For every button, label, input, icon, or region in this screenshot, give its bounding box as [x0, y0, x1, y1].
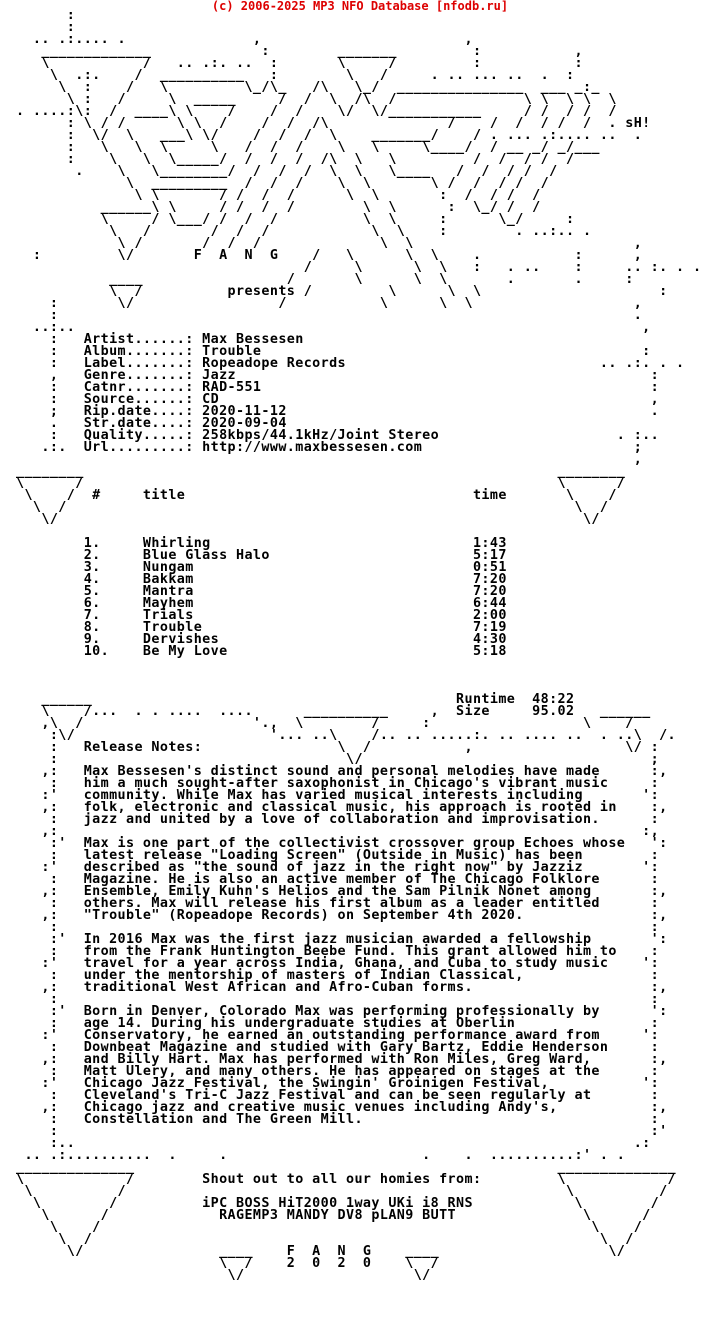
nfo-line: : — [16, 20, 76, 35]
nfo-line: . ....:\: / ____\ \ / / / \/ \/___________ / / / / / — [16, 104, 617, 119]
nfo-line: : :' — [16, 1124, 668, 1139]
nfo-line: ,: folk, electronic and classical music, his approach is rooted in :, — [16, 800, 668, 815]
nfo-line: :' travel for a year across India, Ghana, and Cuba to study music ': — [16, 956, 660, 971]
nfo-line: : \/ F A N G / \ \ \ . : , — [16, 248, 643, 263]
nfo-line: \ / \ / — [16, 1220, 643, 1235]
nfo-line: 5. Mantra 7:20 — [16, 584, 507, 599]
nfo-line: : Downbeat Magazine and studied with Gary Bartz, Eddie Henderson : — [16, 1040, 660, 1055]
nfo-line: :' Chicago Jazz Festival, the Swingin' Groinigen Festival, ': — [16, 1076, 660, 1091]
nfo-line: \/ ____ F A N G ____ \/ — [16, 1244, 626, 1259]
nfo-line: : others. Max will release his first album as a leader entitled : — [16, 896, 660, 911]
nfo-line: : Release Notes: \ / , \/ : — [16, 740, 660, 755]
nfo-line: \ / \___/ / / / \ \ : \_/ : — [16, 212, 575, 227]
nfo-line: \ : / \ _____ / / \ /\ / \ \ \ \ \ — [16, 92, 617, 107]
nfo-line: : him a much sought-after saxophonist in Chicago's vibrant music : — [16, 776, 660, 791]
nfo-line: 4. Bakkam 7:20 — [16, 572, 507, 587]
nfo-line: : : — [16, 992, 660, 1007]
nfo-line: \/ \/ — [16, 1268, 431, 1283]
nfo-line: .. .:.......... . . . . ..........:' . . — [16, 1148, 626, 1163]
nfo-line: 2. Blue Glass Halo 5:17 — [16, 548, 507, 563]
nfo-line: : age 14. During his undergraduate studies at Oberlin : — [16, 1016, 660, 1031]
nfo-line: \ / # title time \ / — [16, 488, 617, 503]
nfo-line: \ /... . . .... .... __________ , Size 95.02 ______ — [16, 704, 651, 719]
nfo-line: 7. Trials 2:00 — [16, 608, 507, 623]
nfo-line: :' Max is one part of the collectivist crossover group Echoes whose ': — [16, 836, 668, 851]
nfo-line: 8. Trouble 7:19 — [16, 620, 507, 635]
nfo-line — [16, 658, 701, 670]
nfo-line: ________ ________ — [16, 464, 626, 479]
nfo-line: \/ \/ — [16, 512, 600, 527]
nfo-line: . \ \________/ / / / \ \ \____ / / / / / — [16, 164, 558, 179]
nfo-line: \ / presents / \ \ \ : — [16, 284, 668, 299]
nfo-line: : Quality.....: 258kbps/44.1kHz/Joint Stereo . :.. — [16, 428, 660, 443]
nfo-line: 3. Nungam 0:51 — [16, 560, 507, 575]
nfo-line: \ : / \ \_/\_ /\ \_/ _______________ ___ _:_ — [16, 80, 600, 95]
nfo-line: ______\ \ / / / / \ \ : \_/ / / — [16, 200, 541, 215]
nfo-line: .. .:.... . , , — [16, 32, 473, 47]
nfo-line: _____________ : _______ : , — [16, 44, 583, 59]
nfo-line: : Label.......: Ropeadope Records .. .:. . . — [16, 356, 685, 371]
nfo-line: : Source......: CD , — [16, 392, 660, 407]
nfo-line: : \ / / \ \ / / / /\ / / / / / / . sH! — [16, 116, 651, 131]
nfo-line: : \/ \ ___\ \/ / / / \ _______/ / . ... .:.... .. . — [16, 128, 643, 143]
nfo-line: : jazz and united by a love of collaboration and improvisation. : — [16, 812, 660, 827]
nfo-line: :' community. While Max has varied musical interests including ': — [16, 788, 660, 803]
nfo-line: , — [16, 452, 643, 467]
nfo-line: \ / \ / — [16, 476, 626, 491]
nfo-line: \ / / / / \ \ , — [16, 236, 643, 251]
nfo-line: : \ \ \_____/ / / / /\ \ \ / / / / / — [16, 152, 575, 167]
nfo-line: ,: traditional West African and Afro-Cuban forms. :, — [16, 980, 668, 995]
nfo-line: ,: "Trouble" (Ropeadope Records) on September 4th 2020. :, — [16, 908, 668, 923]
nfo-line: : Catnr.......: RAD-551 : — [16, 380, 660, 395]
nfo-line: : — [16, 8, 76, 23]
nfo-line: : under the mentorship of masters of Indian Classical, : — [16, 968, 660, 983]
nfo-line: \ .:. / __________ : \ / . .. ... .. . : — [16, 68, 575, 83]
nfo-line: \ / \ / — [16, 1184, 668, 1199]
nfo-line: :' Conservatory, he earned an outstanding performance award from ': — [16, 1028, 660, 1043]
nfo-line: ..:.. , — [16, 320, 651, 335]
nfo-line: \ / iPC BOSS HiT2000 1way UKi i8 RNS \ / — [16, 1196, 660, 1211]
nfo-line: : Matt Ulery, and many others. He has appeared on stages at the : — [16, 1064, 660, 1079]
nfo-line: :' In 2016 Max was the first jazz musician awarded a fellowship ': — [16, 932, 668, 947]
nfo-line: ,: Ensemble, Emily Kuhn's Helios and the Sam Pilnik Nonet among :, — [16, 884, 668, 899]
nfo-line: 10. Be My Love 5:18 — [16, 644, 507, 659]
nfo-line: : Album.......: Trouble : — [16, 344, 651, 359]
nfo-line: \ \ / / / / \ \ : / / / / — [16, 188, 541, 203]
nfo-line: ,: :, — [16, 824, 660, 839]
nfo-line: ______ Runtime 48:22 — [16, 692, 575, 707]
nfo-line: :.. .: — [16, 1136, 651, 1151]
nfo-line: ,: Max Bessesen's distinct sound and personal melodies have made :, — [16, 764, 668, 779]
nfo-line: ,: and Billy Hart. Max has performed with Ron Miles, Greg Ward, :, — [16, 1052, 668, 1067]
nfo-line: ______________ ______________ — [16, 1160, 677, 1175]
nfo-line: 9. Dervishes 4:30 — [16, 632, 507, 647]
nfo-line: \ / \ / — [16, 1232, 634, 1247]
nfo-line: : Magazine. He is also an active member of The Chicago Folklore : — [16, 872, 660, 887]
nfo-line: : Cleveland's Tri-C Jazz Festival and can be seen regularly at : — [16, 1088, 660, 1103]
nfo-line: , Genre.......: Jazz : — [16, 368, 660, 383]
nfo-line: .:. Url.........: http://www.maxbessesen.com ; — [16, 440, 643, 455]
nfo-line: :\/ '... ..\ /.. .. .....:. .. .... .. . ..\ /. — [16, 728, 677, 743]
nfo-line: ,\ / '., \ / : \ / — [16, 716, 634, 731]
nfo-line: \ / \ / — [16, 500, 609, 515]
nfo-line: : Artist......: Max Bessesen — [16, 332, 304, 347]
nfo-line: : \/ ; — [16, 752, 660, 767]
nfo-line: ____ / \ \ \ . . : — [16, 272, 634, 287]
nfo-text-body — [16, 10, 701, 1282]
site-credit-header: (c) 2006-2025 MP3 NFO Database [nfodb.ru] — [211, 0, 509, 13]
nfo-line — [16, 670, 701, 682]
nfo-line: :' described as "the sound of jazz in the right now" by Jazziz ': — [16, 860, 660, 875]
nfo-line: : from the Frank Huntington Beebe Fund. This grant allowed him to : — [16, 944, 660, 959]
nfo-line: 6. Mayhem 6:44 — [16, 596, 507, 611]
nfo-line: :' Born in Denver, Colorado Max was performing professionally by ': — [16, 1004, 668, 1019]
nfo-line: / \ \ \ : . .. : .. :. . . — [16, 260, 702, 275]
nfo-line: ,: Chicago jazz and creative music venues including Andy's, :, — [16, 1100, 668, 1115]
nfo-line: : \ \ \ \ / / / \ \ \____/ / __ _/ _/___ — [16, 140, 600, 155]
nfo-line: : . — [16, 308, 643, 323]
nfo-line: . Str.date....: 2020-09-04 — [16, 416, 287, 431]
nfo-line: \ / Shout out to all our homies from: \ / — [16, 1172, 677, 1187]
nfo-line: : : — [16, 920, 660, 935]
nfo-line: 1. Whirling 1:43 — [16, 536, 507, 551]
nfo-line: : Constellation and The Green Mill. : — [16, 1112, 660, 1127]
nfo-line: \ / 2 0 2 0 \ / — [16, 1256, 440, 1271]
nfo-line: \ / .. .:. .. : \ / : : — [16, 56, 583, 71]
nfo-line: \ / RAGEMP3 MANDY DV8 pLAN9 BUTT \ / — [16, 1208, 651, 1223]
nfo-line: ; Rip.date....: 2020-11-12 . — [16, 404, 660, 419]
nfo-line: : latest release "Loading Screen" (Outside in Music) has been : — [16, 848, 660, 863]
nfo-line: \ _________ / / / \ \ \ / / / / / — [16, 176, 550, 191]
nfo-line: \ / / / / \ \ : . ..:.. . — [16, 224, 592, 239]
nfo-line: : \/ / \ \ \ , — [16, 296, 643, 311]
